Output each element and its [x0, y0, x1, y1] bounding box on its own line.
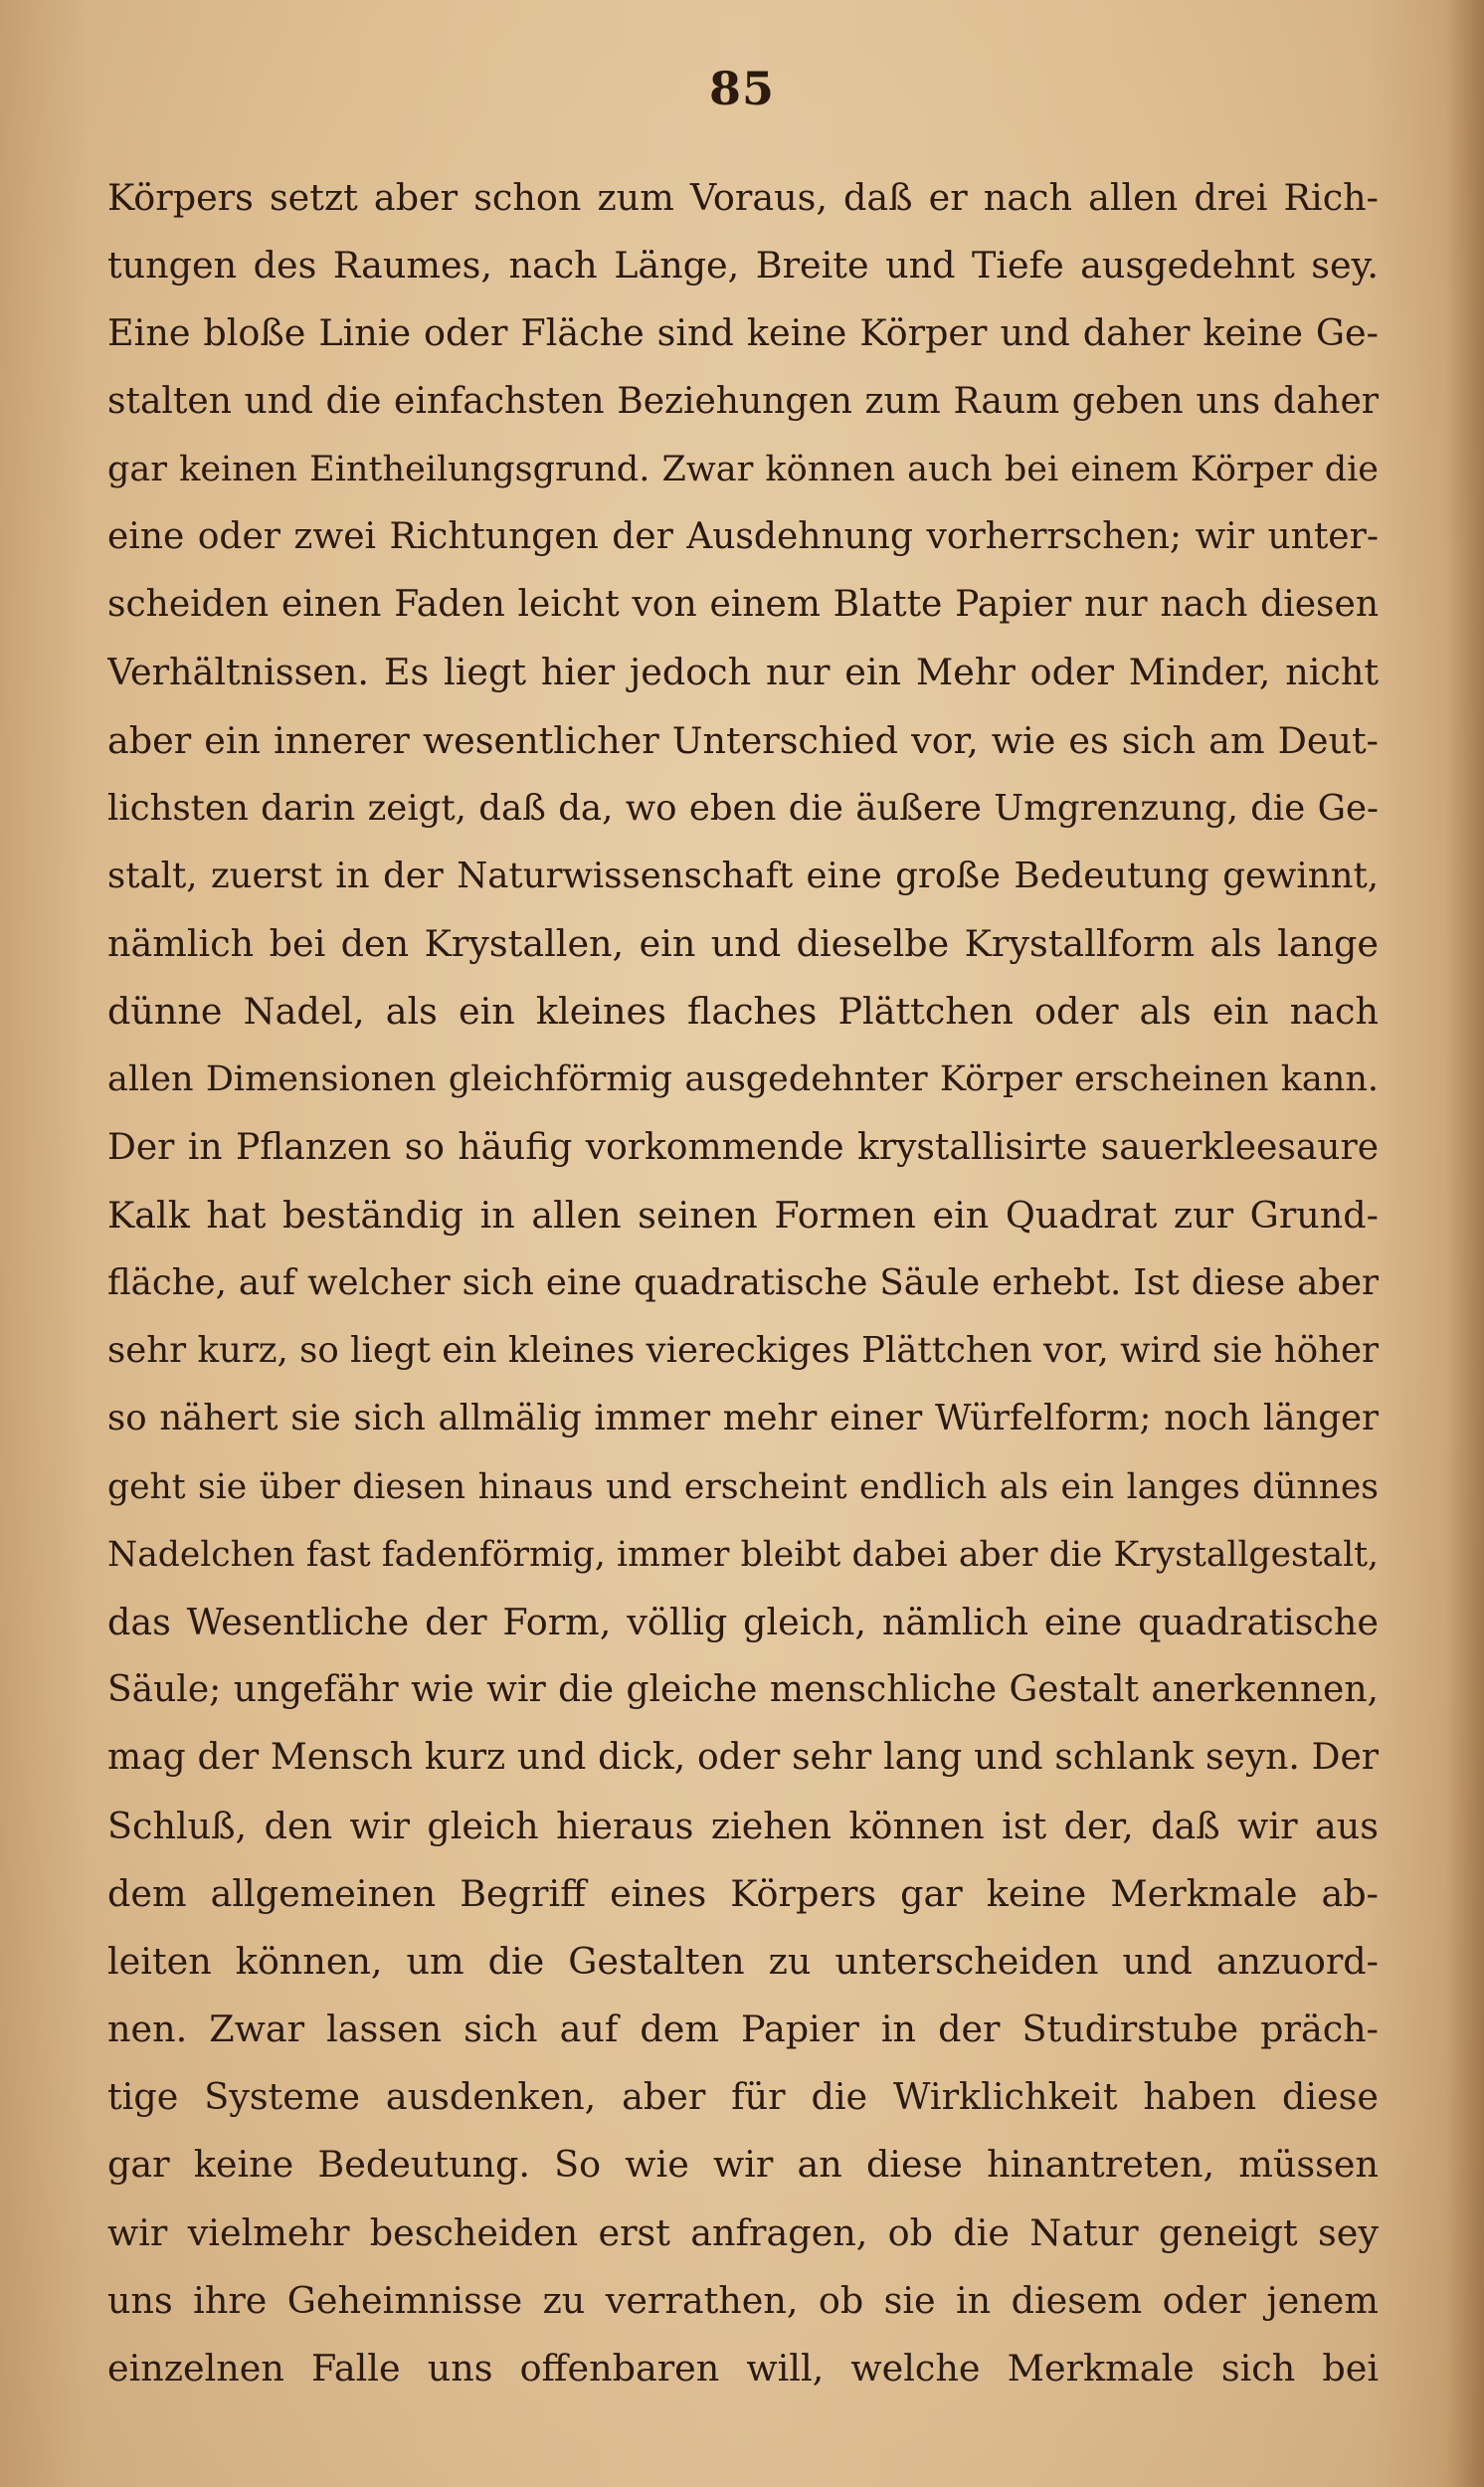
text-line: stalt, zuerst in der Naturwissenschaft eine große Bedeutung gewinnt,	[107, 855, 1379, 896]
page-number: 85	[708, 62, 775, 115]
text-line: so nähert sie sich allmälig immer mehr einer Würfelform; noch länger	[107, 1398, 1379, 1439]
text-line: Verhältnissen. Es liegt hier jedoch nur ein Mehr oder Minder, nicht	[107, 651, 1379, 694]
text-line: sehr kurz, so liegt ein kleines viereckiges Plättchen vor, wird sie höher	[107, 1330, 1379, 1372]
text-line: das Wesentliche der Form, völlig gleich, nämlich eine quadratische	[107, 1600, 1379, 1643]
text-line: tige Systeme ausdenken, aber für die Wirklichkeit haben diese	[107, 2075, 1379, 2119]
text-line: allen Dimensionen gleichförmig ausgedehnter Körper erscheinen kann.	[107, 1059, 1379, 1100]
text-line: eine oder zwei Richtungen der Ausdehnung vorherrschen; wir unter-	[107, 515, 1379, 557]
text-line: gar keinen Eintheilungsgrund. Zwar können auch bei einem Körper die	[107, 449, 1379, 489]
text-line: gar keine Bedeutung. So wie wir an diese hinantreten, müssen	[107, 2143, 1379, 2187]
text-line: tungen des Raumes, nach Länge, Breite und Tiefe ausgedehnt sey.	[107, 244, 1379, 287]
text-line: mag der Mensch kurz und dick, oder sehr lang und schlank seyn. Der	[107, 1737, 1379, 1779]
text-line: nen. Zwar lassen sich auf dem Papier in der Studirstube präch-	[107, 2008, 1379, 2051]
body-text	[107, 164, 1379, 2402]
text-line: leiten können, um die Gestalten zu unterscheiden und anzuord-	[107, 1939, 1379, 1983]
text-line: nämlich bei den Krystallen, ein und dieselbe Krystallform als lange	[107, 922, 1379, 966]
text-line: Säule; ungefähr wie wir die gleiche menschliche Gestalt anerkennen,	[107, 1669, 1379, 1711]
text-line: lichsten darin zeigt, daß da, wo eben die äußere Umgrenzung, die Ge-	[107, 787, 1379, 829]
text-line: Schluß, den wir gleich hieraus ziehen können ist der, daß wir aus	[107, 1804, 1379, 1847]
text-line: Kalk hat beständig in allen seinen Formen ein Quadrat zur Grund-	[107, 1193, 1379, 1237]
text-line: dünne Nadel, als ein kleines flaches Plättchen oder als ein nach	[107, 990, 1379, 1034]
text-line: uns ihre Geheimnisse zu verrathen, ob sie in diesem oder jenem	[107, 2278, 1379, 2322]
text-line: aber ein innerer wesentlicher Unterschied vor, wie es sich am Deut-	[107, 718, 1379, 762]
text-line: Der in Pflanzen so häufig vorkommende krystallisirte sauerkleesaure	[107, 1126, 1379, 1168]
text-line: Körpers setzt aber schon zum Voraus, daß er nach allen drei Rich-	[107, 176, 1379, 219]
text-line: Nadelchen fast fadenförmig, immer bleibt dabei aber die Krystallgestalt,	[107, 1534, 1379, 1575]
text-line: wir vielmehr bescheiden erst anfragen, ob die Natur geneigt sey	[107, 2210, 1379, 2254]
text-line: geht sie über diesen hinaus und erscheint endlich als ein langes dünnes	[107, 1466, 1379, 1507]
text-line: fläche, auf welcher sich eine quadratische Säule erhebt. Ist diese aber	[107, 1262, 1379, 1303]
text-line: scheiden einen Faden leicht von einem Blatte Papier nur nach diesen	[107, 584, 1379, 626]
text-line: stalten und die einfachsten Beziehungen zum Raum geben uns daher	[107, 380, 1379, 422]
text-line: Eine bloße Linie oder Fläche sind keine Körper und daher keine Ge-	[107, 311, 1379, 355]
text-line: dem allgemeinen Begriff eines Körpers gar keine Merkmale ab-	[107, 1871, 1379, 1915]
text-line: einzelnen Falle uns offenbaren will, welche Merkmale sich bei	[107, 2347, 1379, 2390]
